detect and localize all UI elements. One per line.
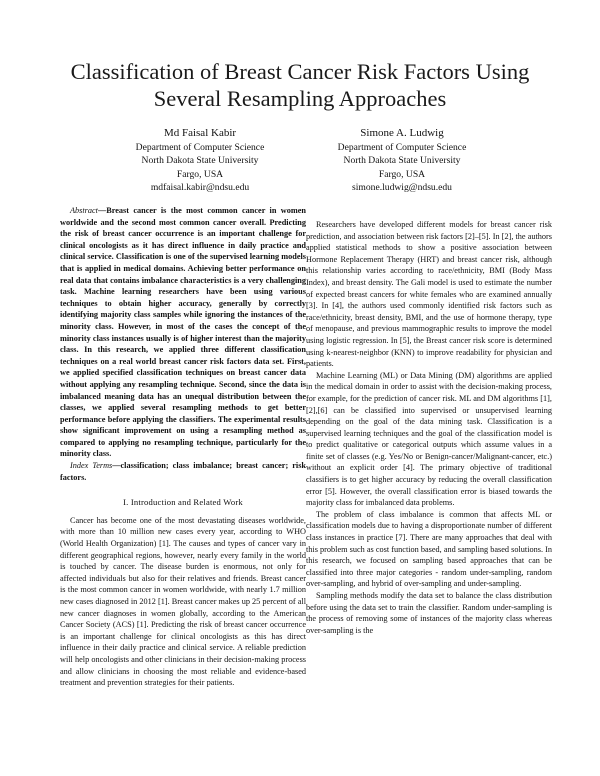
body-paragraph: Cancer has become one of the most devastating diseases worldwide, with more than 10 million new cases every year, according to WHO (World Health Organization) [1]. The causes and types of cancer vary in different geographical regions, however, nearly every family in the world is touched by cancer. The disease burden is enormous, not only for affected individuals but also for their relatives and friends. Breast cancer is the most common cancer in women worldwide, with nearly 1.7 million new cases diagnosed in 2012 [1]. Breast cancer makes up 25 percent of all new cancer diagnoses in women globally, according to the American Cancer Society (ACS) [1]. Predicting the risk of breast cancer occurrence is an important challenge for clinical oncologists as this has direct influence in their daily practice and clinical service. A reliable prediction will help oncologists and other clinicians in their decision-making process and allow clinicians in choosing the most reliable and evidence-based treatment and prevention strategies for their patients. (60, 515, 306, 688)
author-block-1 (90, 126, 310, 195)
index-terms (60, 460, 306, 483)
author-email: mdfaisal.kabir@ndsu.edu (150, 182, 250, 194)
author-department: Department of Computer Science (337, 142, 467, 153)
author-university: North Dakota State University (343, 155, 461, 167)
body-paragraph: The problem of class imbalance is common that affects ML or classification models due to having a disproportionate number of different class instances in practice [7]. There are many approaches that deal with this problem such as cost function based, and sampling based solutions. In this research, we focused on sampling based approaches that can be classified into three major categories - random under-sampling, random over-sampling, and hybrid of over-sampling and under-sampling. (306, 509, 552, 589)
author-university: North Dakota State University (141, 155, 259, 167)
body-paragraph: Researchers have developed different models for breast cancer risk prediction, and association between risk factors [2]–[5]. In [2], the authors applied statistical methods to show a positive association between Hormone Replacement Therapy (HRT) and breast cancer risk, although this relationship varies according to race/ethnicity, BMI (Body Mass Index), and breast density. The Gali model is used to estimate the number of expected breast cancers for white females who are examined annually [3]. In [4], the authors used commonly identified risk factors such as race/ethnicity, breast density, BMI, and the use of hormone therapy, type of menopause, and previous mammographic results to improve the model using logistic regression. In [5], the Breast cancer risk score is determined using k-nearest-neighbor (KNN) to improve readability for physician and patients. (306, 220, 552, 369)
author-city: Fargo, USA (378, 168, 426, 180)
abstract-label: Abstract (70, 206, 98, 215)
author-city: Fargo, USA (176, 168, 224, 180)
index-terms-label: Index Terms (70, 461, 113, 471)
index-terms-text: —classification; class imbalance; breast cancer; risk factors. (60, 461, 306, 482)
abstract (60, 205, 306, 460)
author-block-2 (292, 126, 512, 195)
body-paragraph: Sampling methods modify the data set to balance the class distribution before using the data set to train the classifier. Random under-sampling is the process of removing some of instances of the majority class whereas over-sampling is the (306, 591, 552, 635)
author-name: Md Faisal Kabir (163, 127, 237, 139)
paper-title: Classification of Breast Cancer Risk Factors Using Several Resampling Approaches (70, 59, 530, 111)
section-heading: I. Introduction and Related Work (123, 497, 243, 508)
abstract-text: —Breast cancer is the most common cancer in women worldwide and the second most common cancer overall. Predicting the risk of breast cancer occurrence is an important challenge for clinical oncologists as it has direct influence in daily practice and clinical service. Classification is one of the supervised learning models that is applied in medical domains. Achieving better performance on real data that contains imbalance characteristics is a very challenging task. Machine learning researchers have been using various techniques to obtain higher accuracy, generally by correctly identifying majority class samples while ignoring the instances of the minority class. However, in most of the cases the concept of the minority class instances usually is of higher interest than the majority class. In this research, we applied three different classification techniques on a real world breast cancer risk factors data set. First, we applied specified classification techniques on breast cancer data without applying any resampling technique. Second, since the data is imbalanced meaning data has an unequal distribution between the classes, we applied several resampling methods to get better performance before applying the classifiers. The experimental results show significant improvement on using a resampling method as compared to applying no resampling technique, particularly for the minority class. (60, 206, 306, 459)
author-name: Simone A. Ludwig (360, 127, 444, 139)
right-column (306, 219, 552, 636)
body-paragraph: Machine Learning (ML) or Data Mining (DM) algorithms are applied in the medical domain in order to assist with the decision-making process, for example, for the prediction of cancer risk. ML and DM algorithms [1],[2],[6] can be classified into supervised or unsupervised learning depending on the goal of the data mining task. Classification is a supervised learning techniques and the goal of the classification model is to predict qualitative or categorical outputs which assume values in a finite set of classes (e.g. Yes/No or Benign-cancer/Malignant-cancer, etc.) without an explicit order [4]. The primary objective of traditional classifiers is to get higher accuracy by reducing the overall classification error [5]. However, the overall classification error is biased towards the majority class for imbalanced data problems. (306, 370, 552, 508)
author-department: Department of Computer Science (135, 142, 265, 153)
author-email: simone.ludwig@ndsu.edu (352, 182, 452, 194)
left-column (60, 205, 306, 689)
